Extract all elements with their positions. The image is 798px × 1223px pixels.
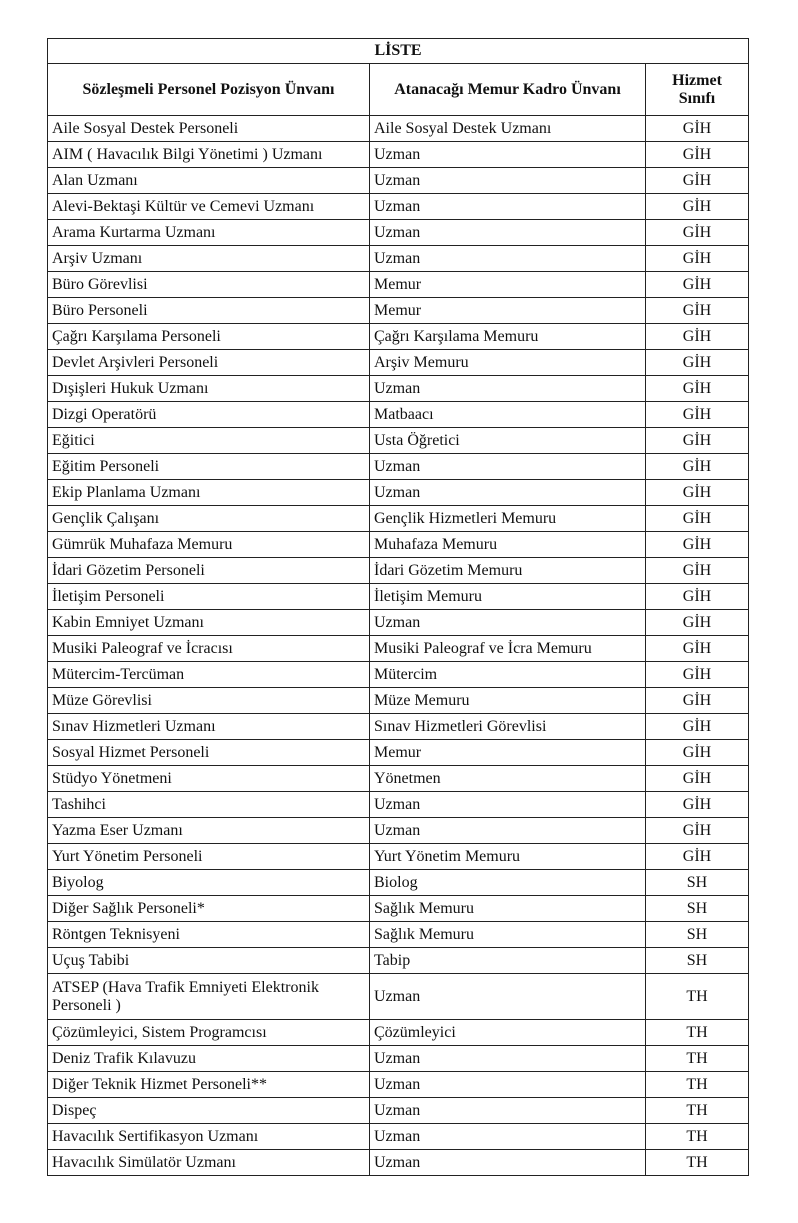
table-row	[48, 428, 749, 454]
cell-civil-servant-title: Biolog	[370, 870, 646, 896]
cell-civil-servant-title: Uzman	[370, 1046, 646, 1072]
cell-civil-servant-title: Uzman	[370, 220, 646, 246]
cell-service-class: GİH	[646, 844, 749, 870]
cell-service-class: TH	[646, 974, 749, 1020]
cell-service-class: GİH	[646, 740, 749, 766]
cell-civil-servant-title: Memur	[370, 740, 646, 766]
cell-contract-position: Eğitim Personeli	[48, 454, 370, 480]
cell-contract-position: İletişim Personeli	[48, 584, 370, 610]
cell-service-class: TH	[646, 1020, 749, 1046]
cell-civil-servant-title: Uzman	[370, 454, 646, 480]
cell-civil-servant-title: Memur	[370, 272, 646, 298]
cell-contract-position: Uçuş Tabibi	[48, 948, 370, 974]
table-row	[48, 506, 749, 532]
cell-civil-servant-title: Tabip	[370, 948, 646, 974]
cell-contract-position: Alevi-Bektaşi Kültür ve Cemevi Uzmanı	[48, 194, 370, 220]
cell-contract-position: ATSEP (Hava Trafik Emniyeti Elektronik Personeli )	[48, 974, 370, 1020]
cell-contract-position: Diğer Teknik Hizmet Personeli**	[48, 1072, 370, 1098]
cell-civil-servant-title: Yönetmen	[370, 766, 646, 792]
cell-civil-servant-title: Mütercim	[370, 662, 646, 688]
cell-civil-servant-title: Çağrı Karşılama Memuru	[370, 324, 646, 350]
cell-contract-position: Gençlik Çalışanı	[48, 506, 370, 532]
table-row	[48, 740, 749, 766]
cell-contract-position: Tashihci	[48, 792, 370, 818]
header-civil-servant-title: Atanacağı Memur Kadro Ünvanı	[370, 64, 646, 116]
cell-service-class: GİH	[646, 610, 749, 636]
cell-civil-servant-title: Uzman	[370, 246, 646, 272]
table-row	[48, 402, 749, 428]
cell-civil-servant-title: Memur	[370, 298, 646, 324]
cell-service-class: GİH	[646, 584, 749, 610]
cell-service-class: GİH	[646, 402, 749, 428]
cell-service-class: GİH	[646, 272, 749, 298]
table-row	[48, 766, 749, 792]
cell-civil-servant-title: Yurt Yönetim Memuru	[370, 844, 646, 870]
cell-contract-position: İdari Gözetim Personeli	[48, 558, 370, 584]
cell-civil-servant-title: Arşiv Memuru	[370, 350, 646, 376]
cell-contract-position: Havacılık Sertifikasyon Uzmanı	[48, 1124, 370, 1150]
header-contract-position: Sözleşmeli Personel Pozisyon Ünvanı	[48, 64, 370, 116]
cell-service-class: GİH	[646, 168, 749, 194]
cell-civil-servant-title: Muhafaza Memuru	[370, 532, 646, 558]
cell-contract-position: Mütercim-Tercüman	[48, 662, 370, 688]
cell-contract-position: Sınav Hizmetleri Uzmanı	[48, 714, 370, 740]
table-row	[48, 220, 749, 246]
table-row	[48, 818, 749, 844]
table-row	[48, 1046, 749, 1072]
cell-civil-servant-title: İletişim Memuru	[370, 584, 646, 610]
cell-service-class: SH	[646, 922, 749, 948]
cell-contract-position: Sosyal Hizmet Personeli	[48, 740, 370, 766]
cell-service-class: TH	[646, 1072, 749, 1098]
table-row	[48, 688, 749, 714]
cell-service-class: GİH	[646, 350, 749, 376]
table-row	[48, 298, 749, 324]
header-service-class: Hizmet Sınıfı	[646, 64, 749, 116]
table-row	[48, 610, 749, 636]
table-row	[48, 948, 749, 974]
cell-civil-servant-title: Uzman	[370, 168, 646, 194]
table-row	[48, 194, 749, 220]
cell-contract-position: Aile Sosyal Destek Personeli	[48, 116, 370, 142]
cell-service-class: GİH	[646, 116, 749, 142]
cell-service-class: GİH	[646, 376, 749, 402]
cell-service-class: SH	[646, 948, 749, 974]
cell-service-class: GİH	[646, 636, 749, 662]
cell-service-class: TH	[646, 1046, 749, 1072]
table-row	[48, 896, 749, 922]
table-row	[48, 584, 749, 610]
table-row	[48, 480, 749, 506]
cell-civil-servant-title: Uzman	[370, 974, 646, 1020]
table-row	[48, 844, 749, 870]
table-row	[48, 532, 749, 558]
cell-service-class: GİH	[646, 662, 749, 688]
cell-contract-position: Gümrük Muhafaza Memuru	[48, 532, 370, 558]
cell-civil-servant-title: Sağlık Memuru	[370, 896, 646, 922]
table-row	[48, 272, 749, 298]
table-title: LİSTE	[48, 39, 749, 64]
table-row	[48, 870, 749, 896]
cell-civil-servant-title: Çözümleyici	[370, 1020, 646, 1046]
table-row	[48, 142, 749, 168]
cell-service-class: TH	[646, 1150, 749, 1176]
table-row	[48, 350, 749, 376]
cell-contract-position: Röntgen Teknisyeni	[48, 922, 370, 948]
cell-civil-servant-title: Uzman	[370, 818, 646, 844]
cell-service-class: GİH	[646, 766, 749, 792]
table-row	[48, 558, 749, 584]
cell-contract-position: Müze Görevlisi	[48, 688, 370, 714]
cell-service-class: SH	[646, 896, 749, 922]
cell-contract-position: Eğitici	[48, 428, 370, 454]
table-title-row	[48, 39, 749, 64]
cell-contract-position: Arama Kurtarma Uzmanı	[48, 220, 370, 246]
table-row	[48, 1098, 749, 1124]
cell-contract-position: Havacılık Simülatör Uzmanı	[48, 1150, 370, 1176]
cell-civil-servant-title: Uzman	[370, 194, 646, 220]
table-row	[48, 324, 749, 350]
cell-service-class: GİH	[646, 480, 749, 506]
cell-civil-servant-title: Usta Öğretici	[370, 428, 646, 454]
cell-civil-servant-title: Uzman	[370, 142, 646, 168]
cell-service-class: GİH	[646, 220, 749, 246]
cell-contract-position: Büro Personeli	[48, 298, 370, 324]
table-row	[48, 376, 749, 402]
cell-service-class: GİH	[646, 246, 749, 272]
cell-contract-position: Musiki Paleograf ve İcracısı	[48, 636, 370, 662]
table-row	[48, 1150, 749, 1176]
cell-civil-servant-title: Uzman	[370, 1072, 646, 1098]
cell-civil-servant-title: Uzman	[370, 480, 646, 506]
cell-civil-servant-title: Sınav Hizmetleri Görevlisi	[370, 714, 646, 740]
cell-contract-position: Büro Görevlisi	[48, 272, 370, 298]
cell-civil-servant-title: Müze Memuru	[370, 688, 646, 714]
cell-civil-servant-title: Sağlık Memuru	[370, 922, 646, 948]
cell-contract-position: Ekip Planlama Uzmanı	[48, 480, 370, 506]
table-row	[48, 922, 749, 948]
table-row	[48, 168, 749, 194]
cell-contract-position: Kabin Emniyet Uzmanı	[48, 610, 370, 636]
cell-contract-position: Çağrı Karşılama Personeli	[48, 324, 370, 350]
cell-contract-position: Diğer Sağlık Personeli*	[48, 896, 370, 922]
table-row	[48, 116, 749, 142]
cell-service-class: TH	[646, 1124, 749, 1150]
position-list-table	[47, 38, 749, 1176]
cell-contract-position: AIM ( Havacılık Bilgi Yönetimi ) Uzmanı	[48, 142, 370, 168]
cell-service-class: GİH	[646, 506, 749, 532]
cell-civil-servant-title: Aile Sosyal Destek Uzmanı	[370, 116, 646, 142]
table-row	[48, 636, 749, 662]
cell-service-class: GİH	[646, 818, 749, 844]
cell-contract-position: Çözümleyici, Sistem Programcısı	[48, 1020, 370, 1046]
table-row	[48, 1072, 749, 1098]
cell-contract-position: Deniz Trafik Kılavuzu	[48, 1046, 370, 1072]
table-row	[48, 662, 749, 688]
cell-service-class: GİH	[646, 428, 749, 454]
cell-contract-position: Dışişleri Hukuk Uzmanı	[48, 376, 370, 402]
cell-service-class: GİH	[646, 558, 749, 584]
table-row	[48, 246, 749, 272]
table-row	[48, 1020, 749, 1046]
cell-contract-position: Yazma Eser Uzmanı	[48, 818, 370, 844]
cell-service-class: GİH	[646, 142, 749, 168]
cell-civil-servant-title: Uzman	[370, 1150, 646, 1176]
cell-contract-position: Biyolog	[48, 870, 370, 896]
cell-contract-position: Dizgi Operatörü	[48, 402, 370, 428]
table-row	[48, 974, 749, 1020]
cell-service-class: GİH	[646, 792, 749, 818]
cell-civil-servant-title: Uzman	[370, 792, 646, 818]
cell-civil-servant-title: Uzman	[370, 1124, 646, 1150]
cell-contract-position: Dispeç	[48, 1098, 370, 1124]
table-row	[48, 454, 749, 480]
cell-contract-position: Stüdyo Yönetmeni	[48, 766, 370, 792]
cell-service-class: GİH	[646, 688, 749, 714]
cell-service-class: GİH	[646, 324, 749, 350]
cell-service-class: GİH	[646, 194, 749, 220]
table-row	[48, 714, 749, 740]
cell-civil-servant-title: Musiki Paleograf ve İcra Memuru	[370, 636, 646, 662]
cell-civil-servant-title: Gençlik Hizmetleri Memuru	[370, 506, 646, 532]
cell-civil-servant-title: Matbaacı	[370, 402, 646, 428]
cell-contract-position: Alan Uzmanı	[48, 168, 370, 194]
cell-contract-position: Devlet Arşivleri Personeli	[48, 350, 370, 376]
cell-civil-servant-title: Uzman	[370, 376, 646, 402]
cell-service-class: GİH	[646, 298, 749, 324]
cell-civil-servant-title: Uzman	[370, 1098, 646, 1124]
cell-service-class: GİH	[646, 454, 749, 480]
cell-service-class: TH	[646, 1098, 749, 1124]
table-header-row	[48, 64, 749, 116]
cell-service-class: GİH	[646, 532, 749, 558]
table-row	[48, 1124, 749, 1150]
cell-service-class: GİH	[646, 714, 749, 740]
cell-contract-position: Arşiv Uzmanı	[48, 246, 370, 272]
cell-civil-servant-title: Uzman	[370, 610, 646, 636]
cell-civil-servant-title: İdari Gözetim Memuru	[370, 558, 646, 584]
cell-service-class: SH	[646, 870, 749, 896]
table-row	[48, 792, 749, 818]
cell-contract-position: Yurt Yönetim Personeli	[48, 844, 370, 870]
